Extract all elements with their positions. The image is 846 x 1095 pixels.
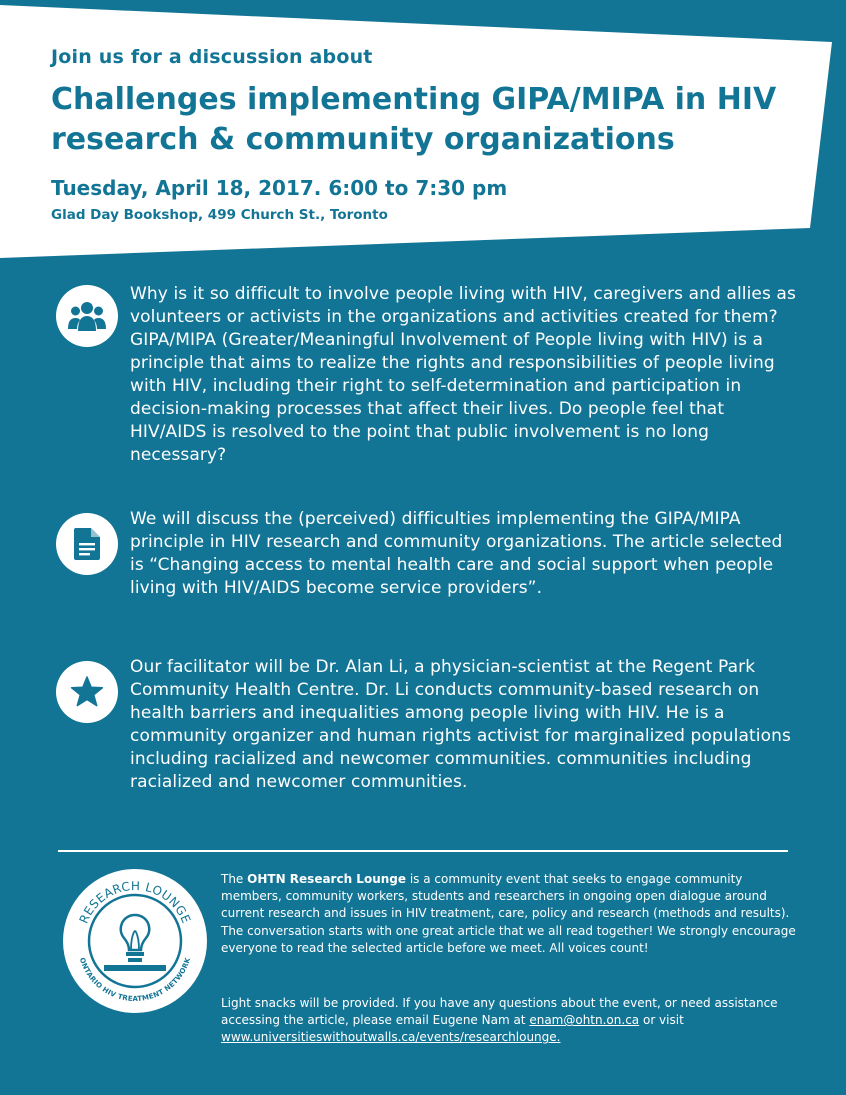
logo-bottom-text: ONTARIO HIV TREATMENT NETWORK: [77, 956, 193, 1004]
section-text-3: Our facilitator will be Dr. Alan Li, a physician-scientist at the Regent Park Community Health Centre. Dr. Li conducts community-based research on health barriers and inequalities among people living with HIV. He is a community organizer and human rights activist for marginalized populations including racialized and newcomer communities. communities including racialized and newcomer communities.: [130, 657, 791, 792]
section-text-2: We will discuss the (perceived) difficulties implementing the GIPA/MIPA principle in HIV research and community organizations. The article selected is “Changing access to mental health care and social support when people living with HIV/AIDS become service providers”.: [130, 509, 783, 598]
section-icon-circle-2: [56, 513, 118, 575]
footer-contact-text: Light snacks will be provided. If you have any questions about the event, or need assistance accessing the article, please email Eugene Nam at: [221, 996, 778, 1028]
footer-contact: [221, 995, 801, 1047]
event-title: Challenges implementing GIPA/MIPA in HIV research & community organizations: [51, 82, 777, 157]
section-divider: [58, 850, 788, 852]
event-url-link[interactable]: www.universitieswithoutwalls.ca/events/researchlounge.: [221, 1030, 561, 1045]
section-icon-circle-3: [56, 661, 118, 723]
section-icon-circle-1: [56, 285, 118, 347]
ohtn-research-lounge-name: OHTN Research Lounge: [247, 872, 407, 886]
event-venue: Glad Day Bookshop, 499 Church St., Toronto: [51, 207, 388, 223]
document-icon: [74, 528, 100, 560]
star-icon: [70, 676, 104, 708]
intro-line: Join us for a discussion about: [51, 46, 373, 68]
contact-email-link[interactable]: enam@ohtn.on.ca: [529, 1013, 640, 1028]
section-text-1: Why is it so difficult to involve people living with HIV, caregivers and allies as volunteers or activists in the organizations and activities created for them? GIPA/MIPA (Greater/Meaningful Involvement of People living with HIV) is a principle that aims to realize the rights and responsibilities of people living with HIV, including their right to self-determination and participation in decision-making processes that affect their lives. Do people feel that HIV/AIDS is resolved to the point that public involvement is no long necessary?: [130, 284, 796, 465]
logo-top-text: RESEARCH LOUNGE: [76, 878, 194, 926]
research-lounge-logo: [62, 868, 208, 1018]
footer-description-body: is a community event that seeks to engage community members, community workers, students and researchers in ongoing open dialogue around current research and issues in HIV treatment, care, policy and research (methods and results). The conversation starts with one great article that we all read together! We strongly encourage everyone to read the selected article before we meet. All voices count!: [221, 872, 796, 955]
research-lounge-emblem: [62, 868, 208, 1014]
footer-prefix: The: [221, 872, 248, 886]
event-date: Tuesday, April 18, 2017. 6:00 to 7:30 pm: [51, 176, 508, 200]
footer-contact-middle: or visit: [639, 1013, 684, 1028]
footer-description: [221, 871, 801, 957]
people-group-icon: [68, 299, 106, 333]
